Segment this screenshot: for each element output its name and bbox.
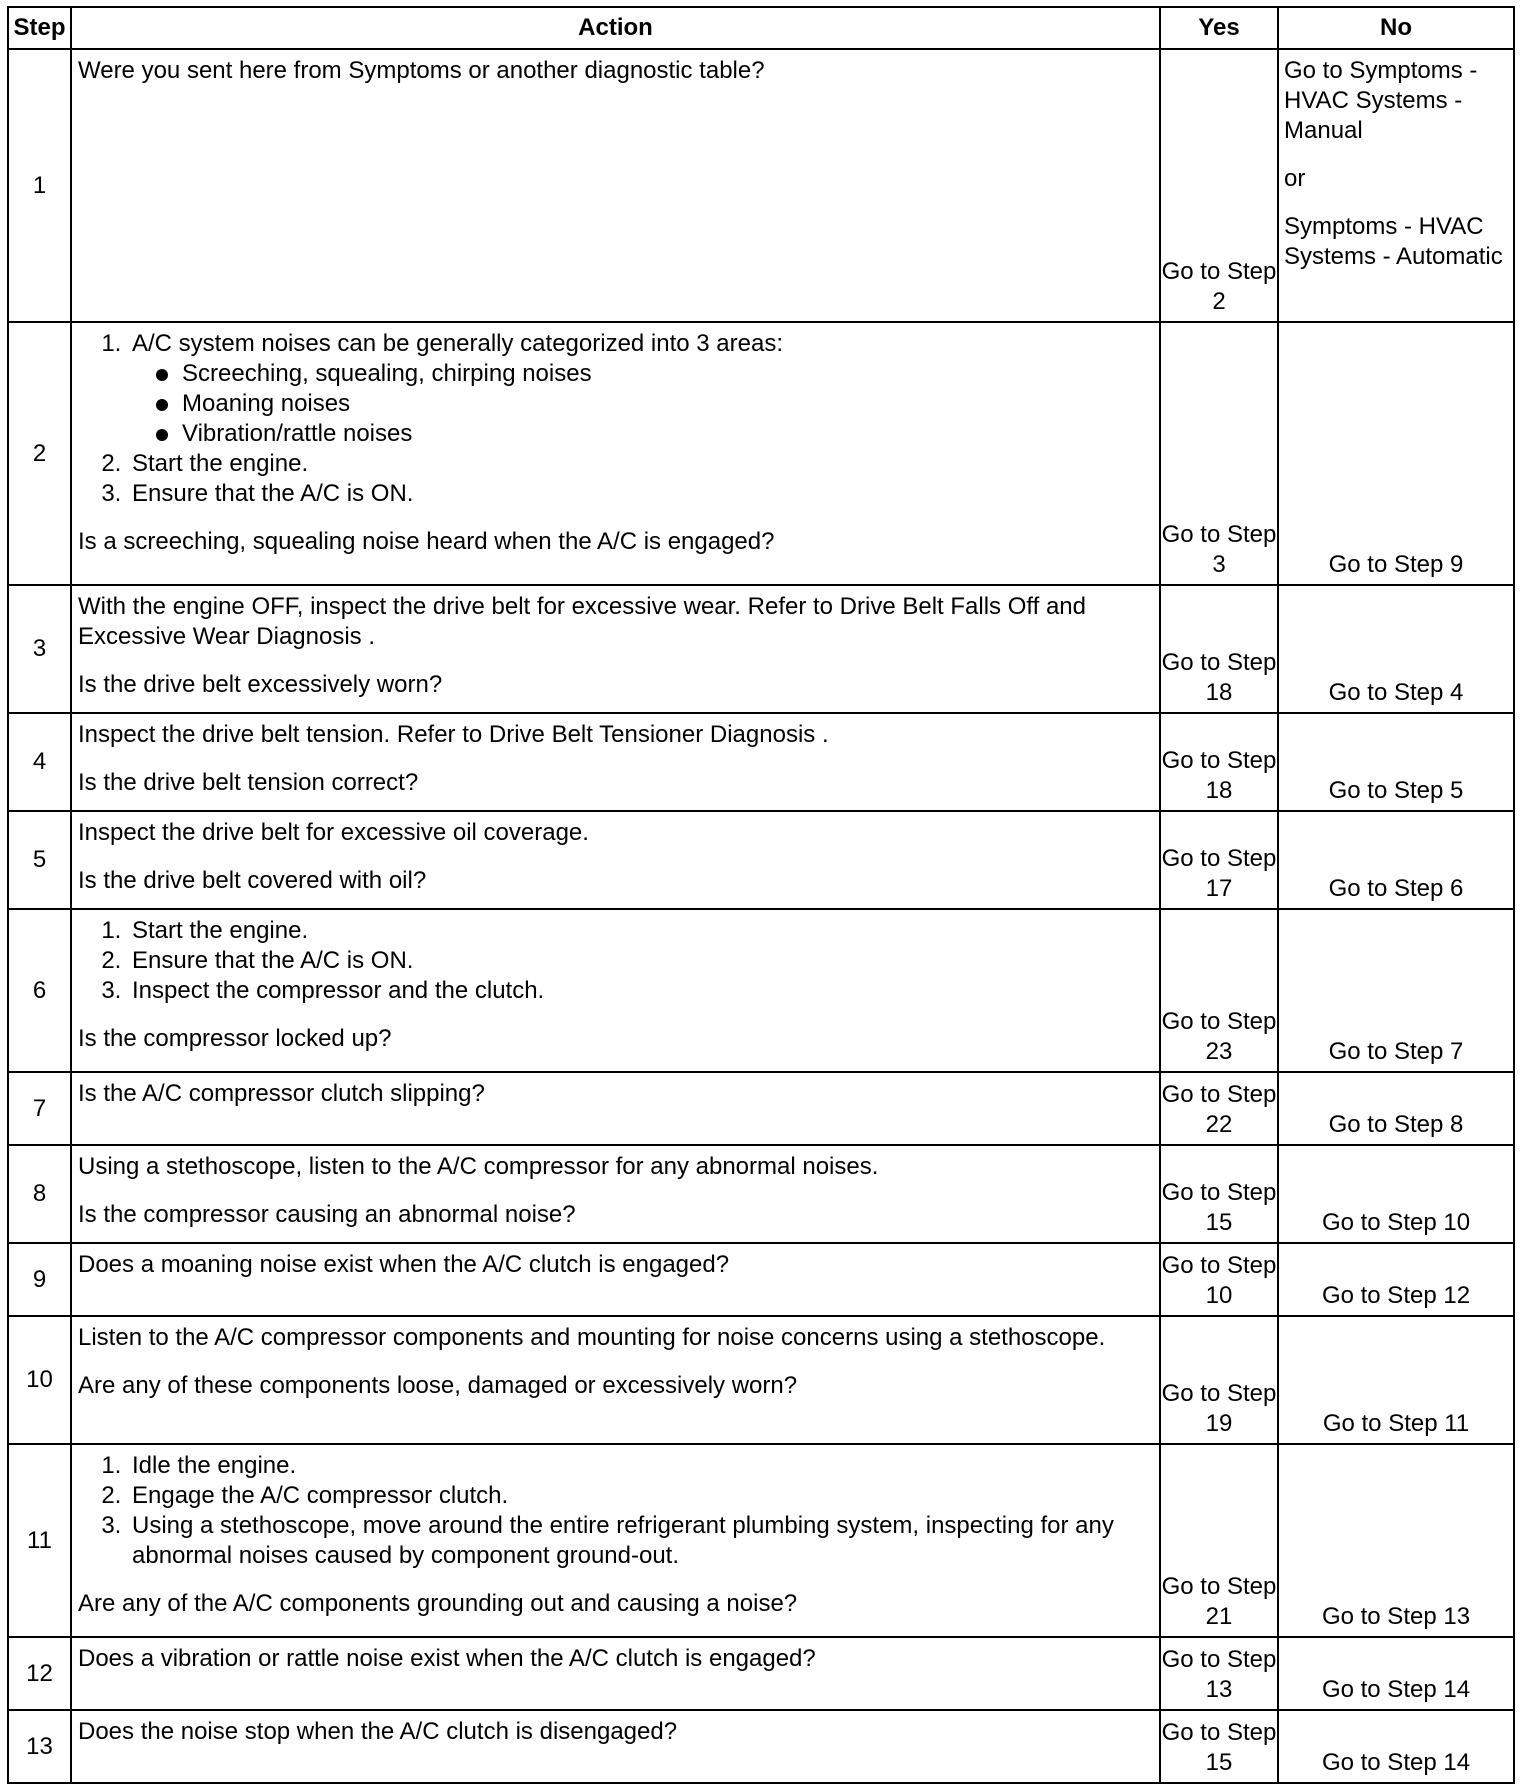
- list-item: 1. A/C system noises can be generally categorized into 3 areas: Screeching, squealing, chirping noises Moaning noises Vibration/rattle noises: [128, 329, 1153, 449]
- action-question: Does a vibration or rattle noise exist when the A/C clutch is engaged?: [78, 1645, 816, 1672]
- table-row: [8, 713, 1514, 811]
- action-cell: [71, 322, 1160, 585]
- step-number: 6: [8, 909, 71, 1072]
- table-row: [8, 1316, 1514, 1444]
- yes-cell: Go to Step 13: [1160, 1637, 1278, 1710]
- no-cell: Go to Step 13: [1278, 1444, 1514, 1637]
- step-number: 1: [8, 49, 71, 322]
- table-row: [8, 1072, 1514, 1145]
- bullet-list: [132, 359, 1153, 449]
- no-cell: Go to Step 6: [1278, 811, 1514, 909]
- step-number: 9: [8, 1243, 71, 1316]
- step-number: 10: [8, 1316, 71, 1444]
- action-cell: [71, 1637, 1160, 1710]
- step-number: 4: [8, 713, 71, 811]
- table-row: [8, 585, 1514, 713]
- action-question: Is the drive belt covered with oil?: [78, 867, 427, 894]
- no-cell: Go to Step 8: [1278, 1072, 1514, 1145]
- no-line: Symptoms - HVAC Systems - Automatic: [1284, 213, 1503, 270]
- action-text: Listen to the A/C compressor components and mounting for noise concerns using a stethoscope.: [78, 1324, 1106, 1351]
- header-step: Step: [8, 7, 71, 49]
- step-number: 5: [8, 811, 71, 909]
- list-item: 2. Engage the A/C compressor clutch.: [128, 1481, 1153, 1511]
- table-row: [8, 49, 1514, 322]
- yes-cell: Go to Step 15: [1160, 1145, 1278, 1243]
- table-row: [8, 1444, 1514, 1637]
- action-question: Are any of the A/C components grounding out and causing a noise?: [78, 1590, 798, 1617]
- yes-cell: Go to Step 18: [1160, 713, 1278, 811]
- list-item: 3. Ensure that the A/C is ON.: [128, 479, 1153, 509]
- header-no: No: [1278, 7, 1514, 49]
- action-question: Is a screeching, squealing noise heard when the A/C is engaged?: [78, 528, 775, 555]
- action-cell: [71, 713, 1160, 811]
- action-question: Is the compressor causing an abnormal noise?: [78, 1201, 576, 1228]
- no-cell: Go to Step 7: [1278, 909, 1514, 1072]
- table-row: [8, 909, 1514, 1072]
- no-cell: Go to Step 4: [1278, 585, 1514, 713]
- yes-cell: Go to Step 23: [1160, 909, 1278, 1072]
- list-item: 3. Inspect the compressor and the clutch.: [128, 976, 1153, 1006]
- action-cell: [71, 1710, 1160, 1783]
- action-cell: [71, 1072, 1160, 1145]
- action-cell: [71, 1145, 1160, 1243]
- no-cell: [1278, 49, 1514, 322]
- list-item: 1. Start the engine.: [128, 916, 1153, 946]
- action-question: Are any of these components loose, damaged or excessively worn?: [78, 1372, 798, 1399]
- list-item: 2. Start the engine.: [128, 449, 1153, 479]
- no-cell: Go to Step 9: [1278, 322, 1514, 585]
- bullet-item: Screeching, squealing, chirping noises: [152, 359, 1153, 389]
- header-action: Action: [71, 7, 1160, 49]
- step-number: 8: [8, 1145, 71, 1243]
- step-number: 2: [8, 322, 71, 585]
- action-question: Is the compressor locked up?: [78, 1025, 392, 1052]
- action-question: Is the drive belt excessively worn?: [78, 671, 443, 698]
- action-cell: [71, 1243, 1160, 1316]
- action-question: Is the A/C compressor clutch slipping?: [78, 1080, 485, 1107]
- step-number: 7: [8, 1072, 71, 1145]
- table-row: [8, 1145, 1514, 1243]
- step-number: 13: [8, 1710, 71, 1783]
- action-question: Were you sent here from Symptoms or another diagnostic table?: [78, 57, 765, 84]
- yes-cell: Go to Step 10: [1160, 1243, 1278, 1316]
- no-cell: Go to Step 14: [1278, 1637, 1514, 1710]
- step-number: 3: [8, 585, 71, 713]
- action-cell: [71, 1444, 1160, 1637]
- action-cell: [71, 585, 1160, 713]
- action-text: With the engine OFF, inspect the drive belt for excessive wear. Refer to Drive Belt Falls Off and Excessive Wear Diagnosis .: [78, 593, 1086, 650]
- yes-cell: Go to Step 18: [1160, 585, 1278, 713]
- yes-cell: Go to Step 2: [1160, 49, 1278, 322]
- action-list: [78, 1451, 1153, 1571]
- action-list: [78, 329, 1153, 509]
- action-list: [78, 916, 1153, 1006]
- list-item: 3. Using a stethoscope, move around the entire refrigerant plumbing system, inspecting for any abnormal noises caused by component ground-out.: [128, 1511, 1153, 1571]
- table-row: [8, 1637, 1514, 1710]
- action-text: Inspect the drive belt for excessive oil coverage.: [78, 819, 589, 846]
- yes-cell: Go to Step 19: [1160, 1316, 1278, 1444]
- header-row: [8, 7, 1514, 49]
- diagnostic-table: [7, 6, 1515, 1784]
- list-item: 1. Idle the engine.: [128, 1451, 1153, 1481]
- yes-cell: Go to Step 21: [1160, 1444, 1278, 1637]
- step-number: 11: [8, 1444, 71, 1637]
- no-line: or: [1284, 165, 1306, 192]
- bullet-item: Vibration/rattle noises: [152, 419, 1153, 449]
- bullet-item: Moaning noises: [152, 389, 1153, 419]
- action-question: Does a moaning noise exist when the A/C clutch is engaged?: [78, 1251, 730, 1278]
- action-text: Using a stethoscope, listen to the A/C compressor for any abnormal noises.: [78, 1153, 879, 1180]
- no-cell: Go to Step 14: [1278, 1710, 1514, 1783]
- table-row: [8, 1710, 1514, 1783]
- action-cell: [71, 1316, 1160, 1444]
- header-yes: Yes: [1160, 7, 1278, 49]
- action-cell: [71, 49, 1160, 322]
- no-cell: Go to Step 10: [1278, 1145, 1514, 1243]
- yes-cell: Go to Step 15: [1160, 1710, 1278, 1783]
- yes-cell: Go to Step 22: [1160, 1072, 1278, 1145]
- yes-cell: Go to Step 3: [1160, 322, 1278, 585]
- action-text: Inspect the drive belt tension. Refer to Drive Belt Tensioner Diagnosis .: [78, 721, 829, 748]
- list-item: 2. Ensure that the A/C is ON.: [128, 946, 1153, 976]
- action-cell: [71, 909, 1160, 1072]
- no-cell: Go to Step 5: [1278, 713, 1514, 811]
- action-question: Does the noise stop when the A/C clutch is disengaged?: [78, 1718, 678, 1745]
- action-cell: [71, 811, 1160, 909]
- step-number: 12: [8, 1637, 71, 1710]
- yes-cell: Go to Step 17: [1160, 811, 1278, 909]
- table-row: [8, 322, 1514, 585]
- no-cell: Go to Step 12: [1278, 1243, 1514, 1316]
- action-question: Is the drive belt tension correct?: [78, 769, 419, 796]
- table-row: [8, 811, 1514, 909]
- table-row: [8, 1243, 1514, 1316]
- no-cell: Go to Step 11: [1278, 1316, 1514, 1444]
- no-line: Go to Symptoms - HVAC Systems - Manual: [1284, 57, 1478, 144]
